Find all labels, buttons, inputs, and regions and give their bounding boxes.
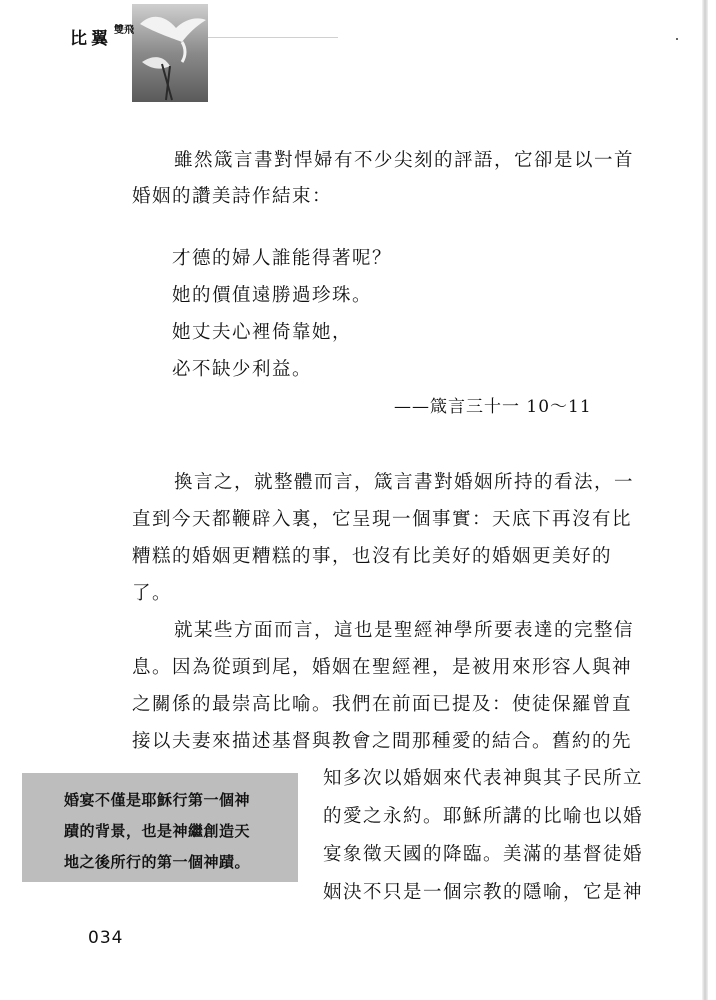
running-header (70, 14, 134, 49)
header-rule (208, 37, 338, 38)
text-line: 了。 (132, 583, 173, 604)
poem-line: 必不缺少利益。 (172, 359, 313, 380)
text-line: 接以夫妻來描述基督與教會之間那種愛的結合。舊約的先 (132, 731, 633, 752)
page-edge (702, 0, 708, 1000)
paragraph-1 (132, 143, 634, 215)
scripture-citation: ——箴言三十一 10～11 (394, 397, 592, 417)
page-mark (676, 38, 678, 40)
text-line: 雖然箴言書對悍婦有不少尖刻的評語，它卻是以一首 (174, 150, 635, 171)
text-line: 姻決不只是一個宗教的隱喻，它是神 (323, 882, 644, 903)
pull-quote-line: 地之後所行的第一個神蹟。 (64, 853, 251, 871)
book-title-small: 雙飛 (114, 25, 134, 36)
pull-quote-text (64, 785, 250, 878)
text-line: 婚姻的讚美詩作結束： (132, 186, 333, 207)
text-line: 換言之，就整體而言，箴言書對婚姻所持的看法，一 (174, 472, 635, 493)
egret-image (132, 4, 208, 102)
text-line: 糟糕的婚姻更糟糕的事，也沒有比美好的婚姻更美好的 (132, 546, 613, 567)
poem-line: 才德的婦人誰能得著呢？ (172, 248, 393, 269)
paragraph-2 (132, 464, 634, 612)
text-line: 之關係的最崇高比喻。我們在前面已提及：使徒保羅曾直 (132, 694, 633, 715)
text-line: 的愛之永約。耶穌所講的比喻也以婚 (323, 806, 644, 827)
paragraph-3-continued (323, 760, 643, 912)
text-line: 直到今天都鞭辟入裏，它呈現一個事實：天底下再沒有比 (132, 509, 633, 530)
pull-quote-line: 婚宴不僅是耶穌行第一個神 (64, 791, 251, 809)
poem-line: 她丈夫心裡倚靠她， (172, 322, 353, 343)
text-line: 息。因為從頭到尾，婚姻在聖經裡，是被用來形容人與神 (132, 657, 633, 678)
bird-photo (132, 4, 208, 102)
paragraph-3 (132, 612, 634, 760)
page-number: 034 (88, 928, 124, 948)
pull-quote-line: 蹟的背景，也是神繼創造天 (64, 822, 251, 840)
text-line: 知多次以婚姻來代表神與其子民所立 (323, 768, 644, 789)
text-line: 就某些方面而言，這也是聖經神學所要表達的完整信 (174, 620, 635, 641)
poem-quote (172, 240, 392, 388)
poem-line: 她的價值遠勝過珍珠。 (172, 285, 373, 306)
book-title: 比翼 (70, 29, 112, 49)
text-line: 宴象徵天國的降臨。美滿的基督徒婚 (323, 844, 644, 865)
